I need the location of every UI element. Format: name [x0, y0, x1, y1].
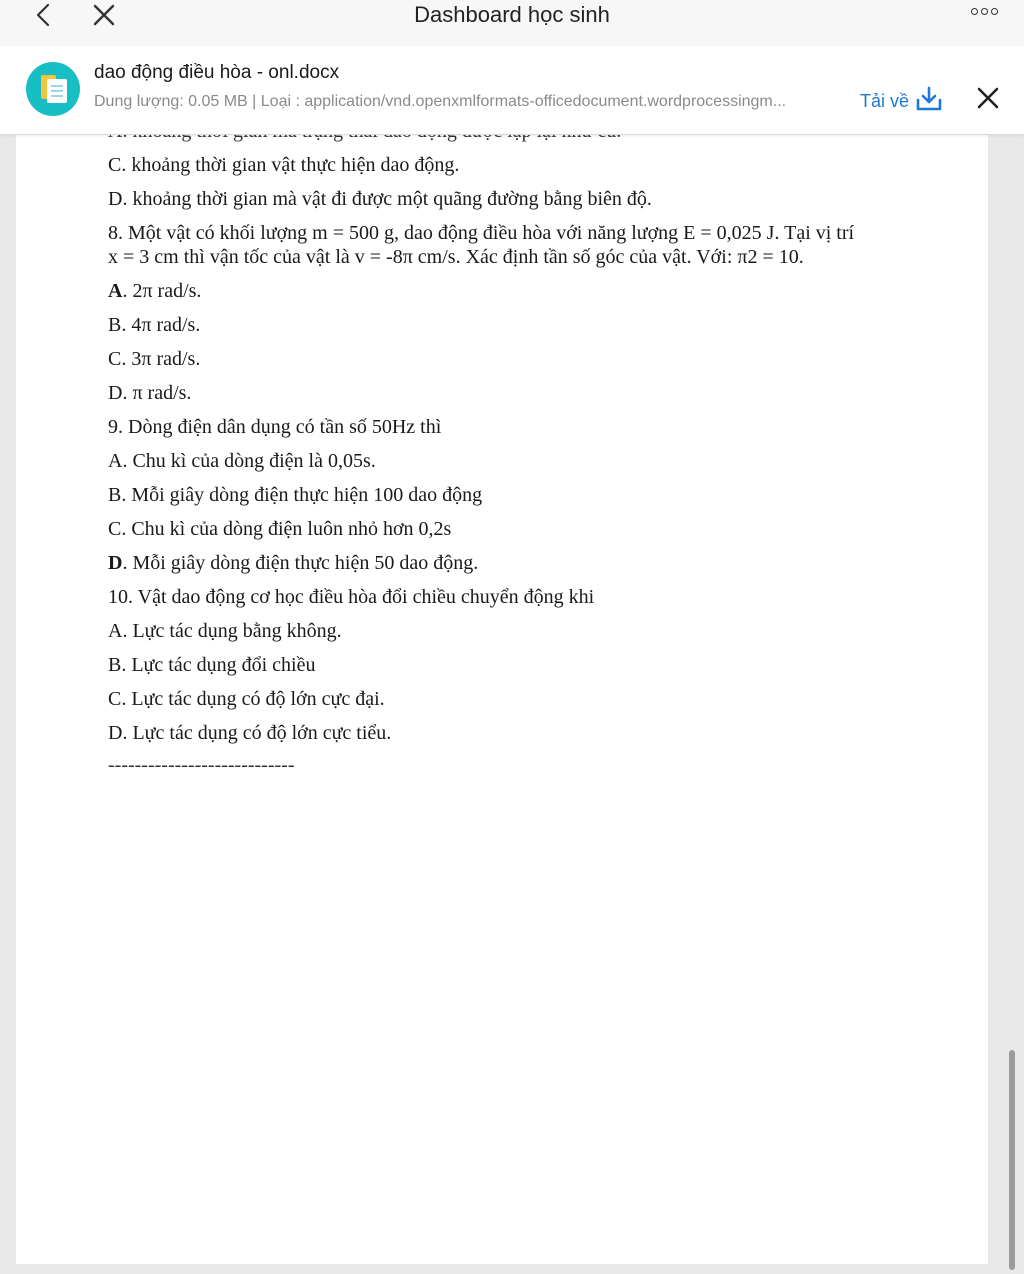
- question-8: 8. Một vật có khối lượng m = 500 g, dao động điều hòa với năng lượng E = 0,025 J. Tại vị trí x = 3 cm thì vận tốc của vật là v = -8π cm/s. Xác định tần số góc của vật. Với: π2 = 10.: [108, 222, 855, 268]
- file-name: dao động điều hòa - onl.docx: [94, 62, 340, 83]
- answer-option: A. 2π rad/s.: [108, 280, 202, 302]
- download-icon: [915, 86, 943, 117]
- answer-option: C. khoảng thời gian vật thực hiện dao động.: [108, 154, 460, 176]
- question-10: 10. Vật dao động cơ học điều hòa đổi chiều chuyển động khi: [108, 586, 595, 608]
- answer-option: D. Mỗi giây dòng điện thực hiện 50 dao động.: [108, 552, 479, 574]
- answer-option: B. Mỗi giây dòng điện thực hiện 100 dao động: [108, 484, 483, 506]
- page-title: Dashboard học sinh: [414, 2, 610, 27]
- answer-option: B. Lực tác dụng đổi chiều: [108, 654, 316, 676]
- document-page[interactable]: [16, 134, 988, 1264]
- vertical-scrollbar[interactable]: [1009, 1050, 1015, 1270]
- answer-option: C. Lực tác dụng có độ lớn cực đại.: [108, 688, 385, 710]
- answer-option: A. Lực tác dụng bằng không.: [108, 620, 342, 642]
- top-nav-bar: [0, 0, 1024, 46]
- close-icon: [977, 87, 999, 109]
- file-meta: Dung lượng: 0.05 MB | Loại : application/vnd.openxmlformats-officedocument.wordprocessingm...: [94, 93, 787, 110]
- dot: [991, 8, 998, 15]
- question-9: 9. Dòng điện dân dụng có tần số 50Hz thì: [108, 416, 442, 438]
- answer-option: B. 4π rad/s.: [108, 314, 201, 336]
- download-label: Tải về: [860, 91, 910, 111]
- end-separator: ----------------------------: [108, 754, 295, 776]
- document-file-icon: [26, 62, 80, 116]
- answer-option: C. 3π rad/s.: [108, 348, 201, 370]
- answer-option: D. Lực tác dụng có độ lớn cực tiểu.: [108, 722, 392, 744]
- file-icon-front-sheet: [47, 79, 67, 103]
- download-button[interactable]: [860, 86, 943, 117]
- document-content: [108, 134, 868, 780]
- answer-option: D. π rad/s.: [108, 382, 192, 404]
- close-file-button[interactable]: [976, 86, 1000, 110]
- dot: [981, 8, 988, 15]
- answer-option: C. Chu kì của dòng điện luôn nhỏ hơn 0,2s: [108, 518, 452, 540]
- answer-option: D. khoảng thời gian mà vật đi được một quãng đường bằng biên độ.: [108, 188, 652, 210]
- answer-option: A. Chu kì của dòng điện là 0,05s.: [108, 450, 376, 472]
- file-info-bar: [0, 46, 1024, 135]
- dot: [971, 8, 978, 15]
- more-dots-icon[interactable]: [971, 8, 998, 15]
